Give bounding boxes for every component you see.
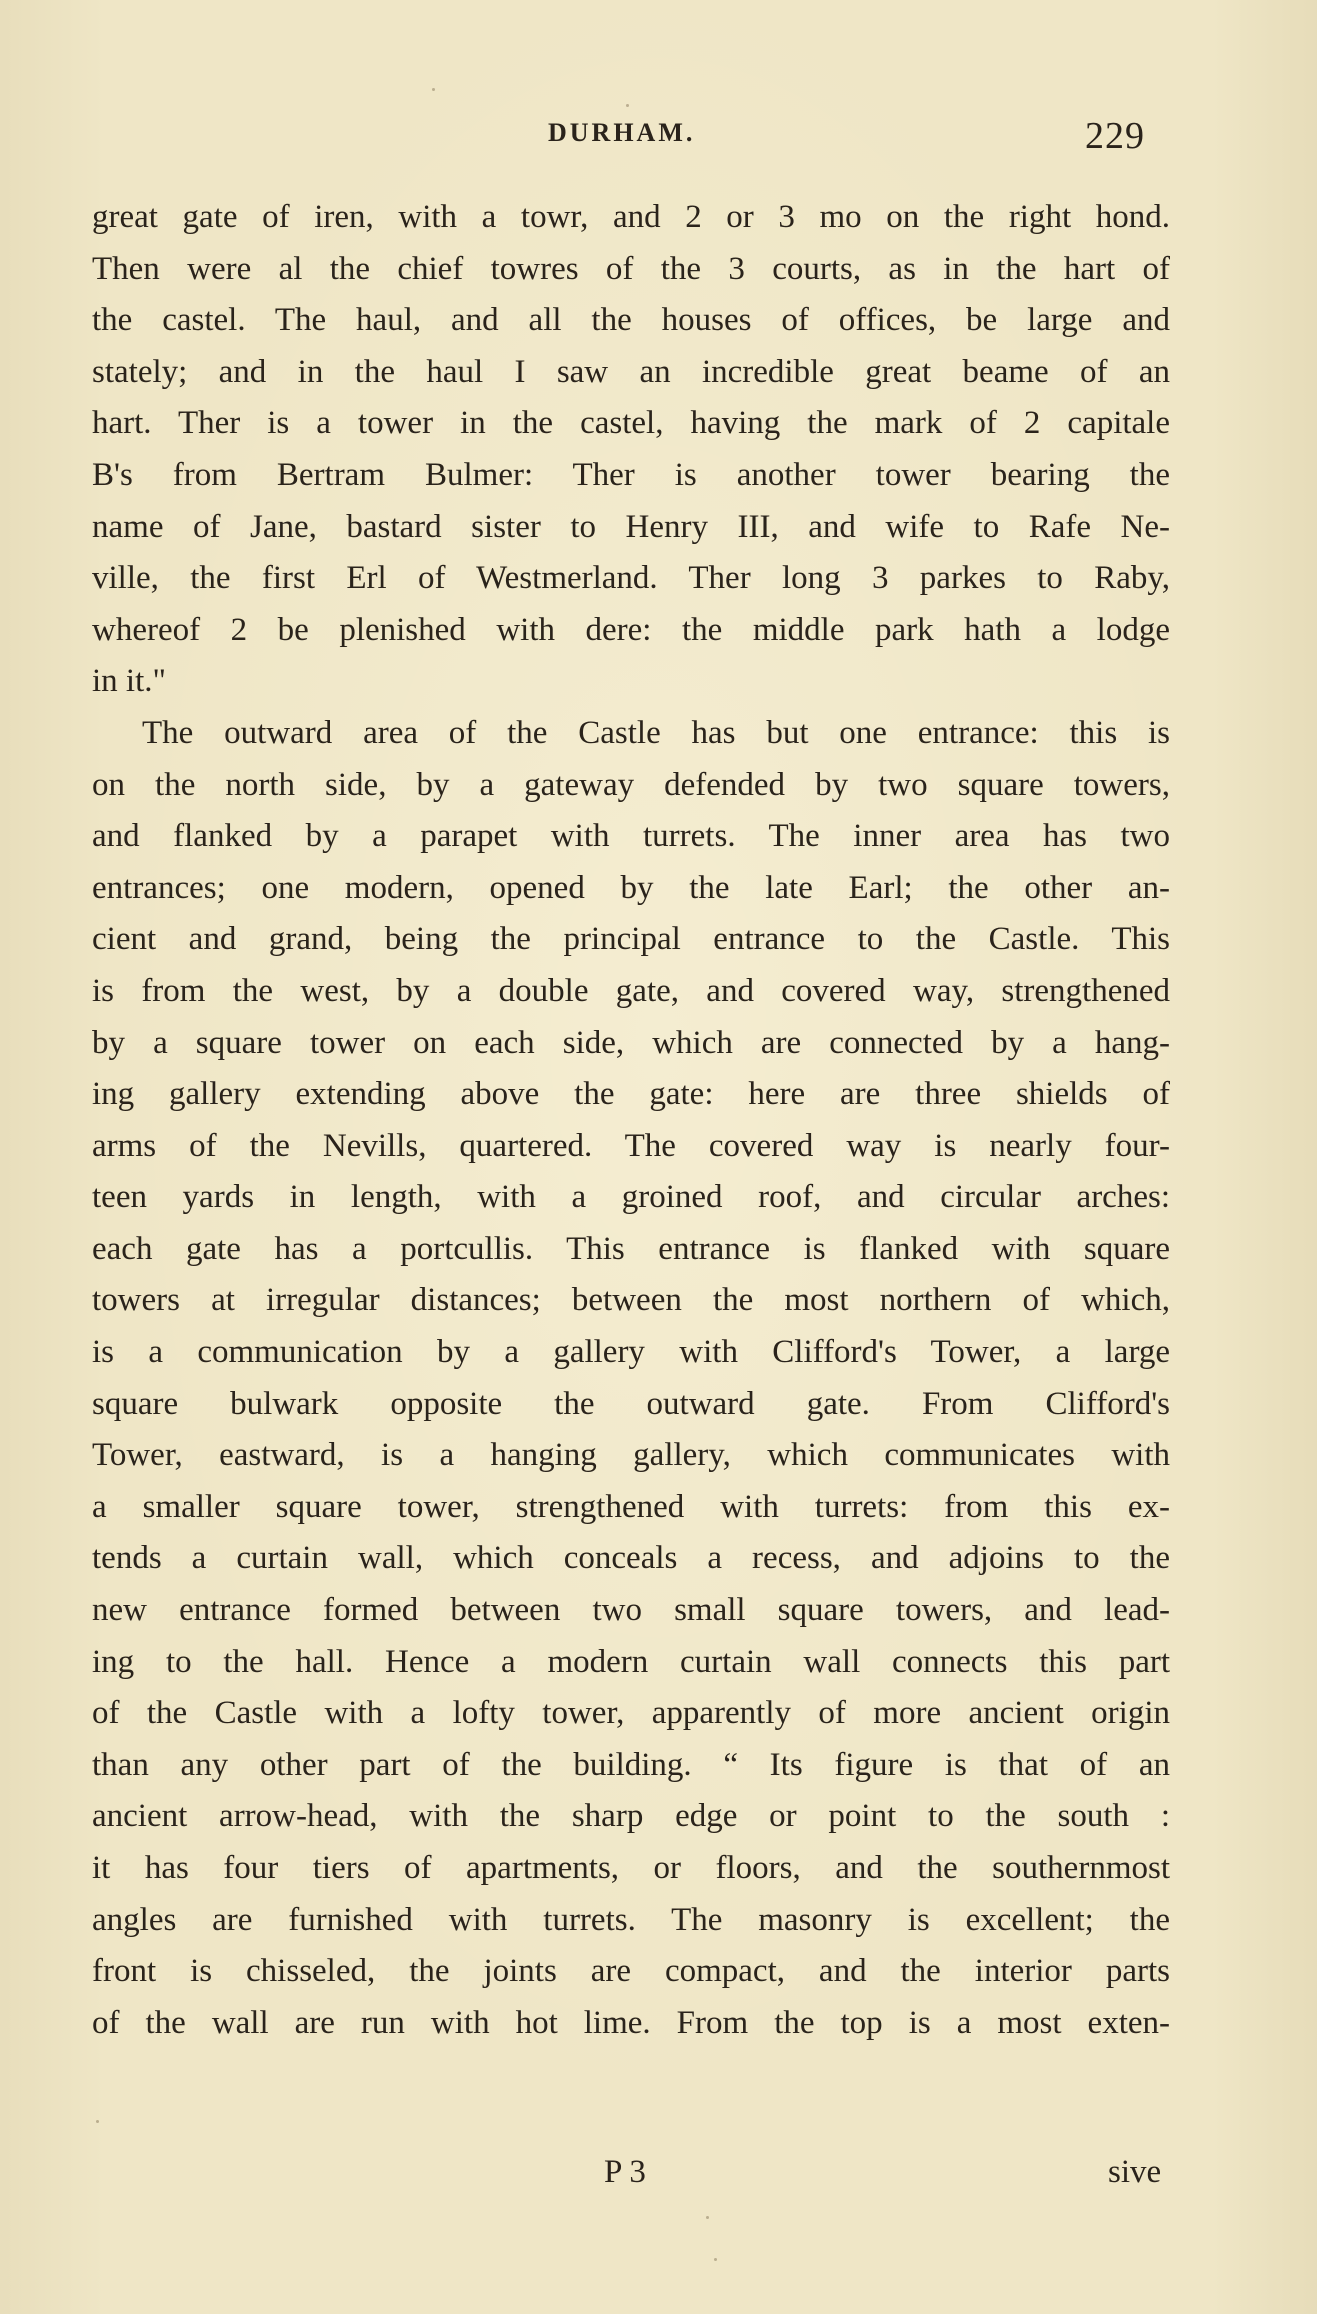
catchword: sive (1108, 2154, 1162, 2190)
text-line: hart. Ther is a tower in the castel, having the mark of 2 capitale (92, 405, 1170, 442)
text-line: entrances; one modern, opened by the late Earl; the other an- (92, 869, 1170, 906)
paper-speck (714, 2258, 717, 2261)
text-line: cient and grand, being the principal entrance to the Castle. This (92, 921, 1170, 958)
text-line: ville, the first Erl of Westmerland. Ther long 3 parkes to Raby, (92, 560, 1170, 597)
text-line: of the Castle with a lofty tower, apparently of more ancient origin (92, 1695, 1170, 1732)
text-line: front is chisseled, the joints are compact, and the interior parts (92, 1953, 1170, 1990)
text-line: great gate of iren, with a towr, and 2 or 3 mo on the right hond. (92, 199, 1170, 235)
text-line: is a communication by a gallery with Clifford's Tower, a large (92, 1334, 1170, 1371)
paragraph-first-line: The outward area of the Castle has but one entrance: this is (142, 714, 1170, 751)
text-line: in it." (92, 663, 166, 700)
paper-speck (706, 2216, 709, 2219)
page-footer (0, 2154, 1317, 2204)
text-line: new entrance formed between two small square towers, and lead- (92, 1592, 1170, 1629)
text-line: towers at irregular distances; between the most northern of which, (92, 1282, 1170, 1319)
text-line: and flanked by a parapet with turrets. The inner area has two (92, 818, 1170, 855)
text-line: angles are furnished with turrets. The masonry is excellent; the (92, 1901, 1170, 1938)
text-line: than any other part of the building. “ Its figure is that of an (92, 1746, 1170, 1783)
text-line: it has four tiers of apartments, or floors, and the southernmost (92, 1850, 1170, 1886)
running-title: DURHAM. (548, 118, 696, 147)
text-line: tends a curtain wall, which conceals a recess, and adjoins to the (92, 1540, 1170, 1577)
paper-speck (626, 104, 629, 107)
text-line: each gate has a portcullis. This entrance is flanked with square (92, 1230, 1170, 1267)
text-line: Then were al the chief towres of the 3 courts, as in the hart of (92, 250, 1170, 287)
running-head (0, 114, 1317, 157)
text-line: B's from Bertram Bulmer: Ther is another tower bearing the (92, 456, 1170, 493)
text-line: of the wall are run with hot lime. From the top is a most exten- (92, 2004, 1170, 2041)
text-line: arms of the Nevills, quartered. The covered way is nearly four- (92, 1127, 1170, 1164)
text-line: is from the west, by a double gate, and covered way, strengthened (92, 972, 1170, 1009)
text-line: a smaller square tower, strengthened with turrets: from this ex- (92, 1488, 1170, 1525)
text-line: ing gallery extending above the gate: here are three shields of (92, 1076, 1170, 1113)
text-line: whereof 2 be plenished with dere: the middle park hath a lodge (92, 611, 1170, 648)
text-line: on the north side, by a gateway defended by two square towers, (92, 766, 1170, 803)
page-number: 229 (1085, 115, 1145, 157)
paper-speck (432, 88, 435, 91)
body-text (92, 192, 1170, 2049)
text-line: Tower, eastward, is a hanging gallery, which communicates with (92, 1437, 1170, 1474)
text-line: name of Jane, bastard sister to Henry III, and wife to Rafe Ne- (92, 508, 1170, 545)
paper-speck (96, 2120, 99, 2123)
text-line: ing to the hall. Hence a modern curtain wall connects this part (92, 1643, 1170, 1680)
text-line: the castel. The haul, and all the houses of offices, be large and (92, 302, 1170, 339)
text-line: teen yards in length, with a groined roof, and circular arches: (92, 1179, 1170, 1216)
signature-mark: P 3 (604, 2154, 646, 2190)
text-line: stately; and in the haul I saw an incredible great beame of an (92, 353, 1170, 390)
text-line: ancient arrow-head, with the sharp edge or point to the south : (92, 1798, 1170, 1835)
text-line: square bulwark opposite the outward gate. From Clifford's (92, 1385, 1170, 1422)
text-line: by a square tower on each side, which are connected by a hang- (92, 1024, 1170, 1061)
